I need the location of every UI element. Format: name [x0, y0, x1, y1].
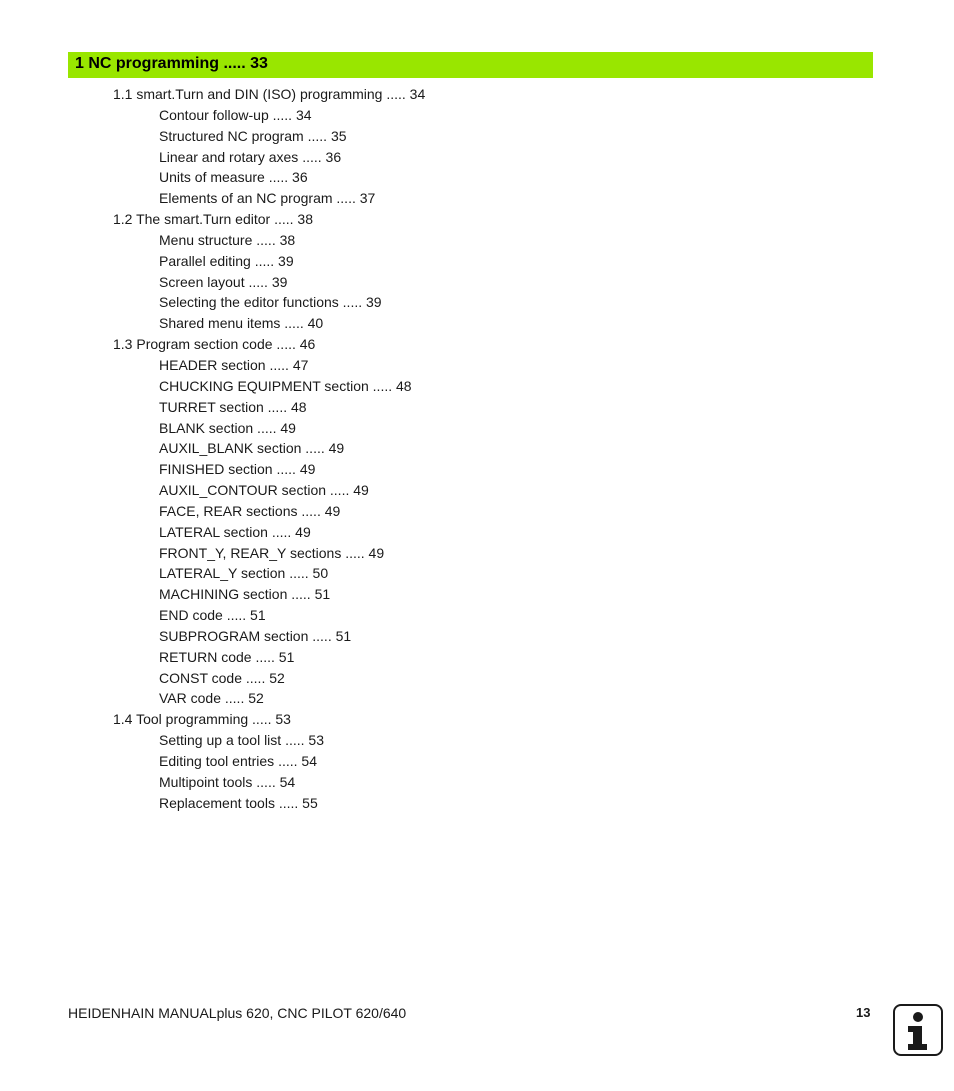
toc-subsection-entry[interactable]: LATERAL_Y section ..... 50: [159, 565, 329, 582]
toc-section-entry[interactable]: 1.4 Tool programming ..... 53: [113, 711, 291, 728]
toc-subsection-entry[interactable]: FRONT_Y, REAR_Y sections ..... 49: [159, 544, 385, 561]
toc-subsection-entry[interactable]: HEADER section ..... 47: [159, 356, 309, 373]
toc-subsection-entry[interactable]: Units of measure ..... 36: [159, 169, 308, 186]
toc-subsection-entry[interactable]: TURRET section ..... 48: [159, 398, 307, 415]
toc-subsection-entry[interactable]: END code ..... 51: [159, 607, 266, 624]
toc-subsection-entry[interactable]: Menu structure ..... 38: [159, 231, 296, 248]
toc-subsection-entry[interactable]: MACHINING section ..... 51: [159, 586, 331, 603]
toc-section-entry[interactable]: 1.2 The smart.Turn editor ..... 38: [113, 211, 313, 228]
toc-section-entry[interactable]: 1.1 smart.Turn and DIN (ISO) programming ..... 34: [113, 86, 426, 102]
toc-subsection-entry[interactable]: Selecting the editor functions ..... 39: [159, 294, 382, 311]
toc-subsection-entry[interactable]: FINISHED section ..... 49: [159, 461, 316, 478]
toc-subsection-entry[interactable]: Replacement tools ..... 55: [159, 794, 318, 811]
footer-text: HEIDENHAIN MANUALplus 620, CNC PILOT 620/640: [68, 1005, 407, 1021]
toc-subsection-entry[interactable]: Linear and rotary axes ..... 36: [159, 148, 342, 165]
toc-subsection-entry[interactable]: Structured NC program ..... 35: [159, 127, 347, 144]
toc-subsection-entry[interactable]: Multipoint tools ..... 54: [159, 773, 296, 790]
toc-subsection-entry[interactable]: AUXIL_CONTOUR section ..... 49: [159, 482, 369, 499]
toc-subsection-entry[interactable]: BLANK section ..... 49: [159, 419, 296, 436]
chapter-title[interactable]: 1 NC programming ..... 33: [75, 55, 268, 72]
toc-subsection-entry[interactable]: Elements of an NC program ..... 37: [159, 190, 376, 207]
table-of-contents: [0, 84, 425, 814]
toc-section-entry[interactable]: 1.3 Program section code ..... 46: [113, 336, 316, 353]
chapter-header-bar: [68, 52, 873, 78]
toc-subsection-entry[interactable]: Contour follow-up ..... 34: [159, 106, 312, 123]
toc-subsection-entry[interactable]: CHUCKING EQUIPMENT section ..... 48: [159, 377, 412, 394]
toc-subsection-entry[interactable]: Setting up a tool list ..... 53: [159, 732, 324, 749]
toc-subsection-entry[interactable]: FACE, REAR sections ..... 49: [159, 502, 341, 519]
toc-subsection-entry[interactable]: Screen layout ..... 39: [159, 273, 288, 290]
page-number: 13: [856, 1005, 871, 1020]
toc-subsection-entry[interactable]: CONST code ..... 52: [159, 669, 285, 686]
toc-subsection-entry[interactable]: Parallel editing ..... 39: [159, 252, 294, 269]
info-icon: [893, 1004, 943, 1056]
toc-subsection-entry[interactable]: RETURN code ..... 51: [159, 648, 295, 665]
toc-subsection-entry[interactable]: Editing tool entries ..... 54: [159, 753, 317, 769]
toc-subsection-entry[interactable]: VAR code ..... 52: [159, 690, 264, 707]
toc-subsection-entry[interactable]: SUBPROGRAM section ..... 51: [159, 627, 352, 644]
toc-subsection-entry[interactable]: LATERAL section ..... 49: [159, 523, 311, 540]
toc-subsection-entry[interactable]: AUXIL_BLANK section ..... 49: [159, 440, 345, 457]
toc-subsection-entry[interactable]: Shared menu items ..... 40: [159, 315, 324, 332]
